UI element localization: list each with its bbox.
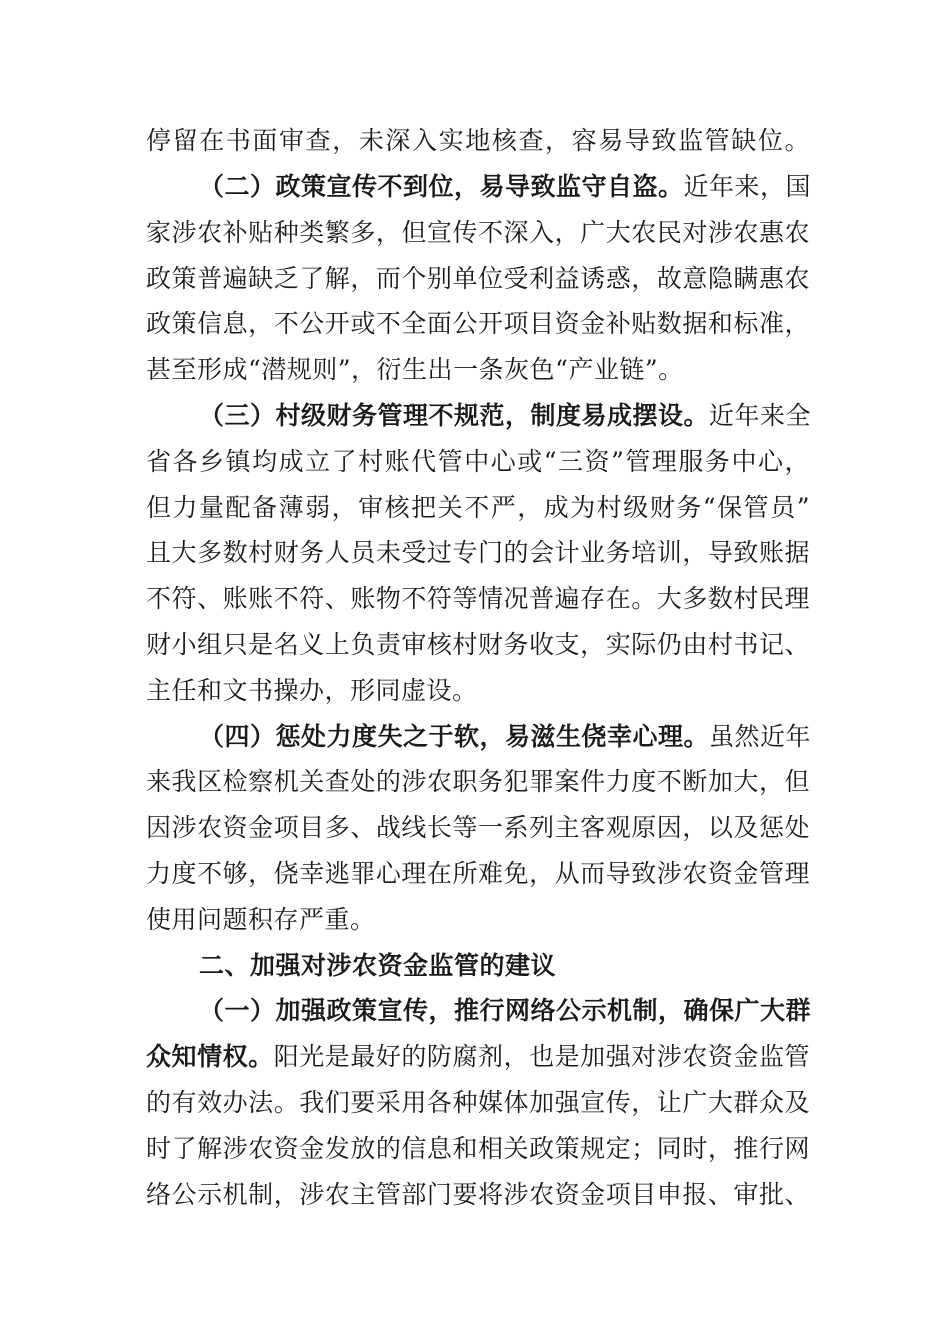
line-text: 省各乡镇均成立了村账代管中心或“三资”管理服务中心， — [146, 447, 810, 476]
line-text: 家涉农补贴种类繁多，但宣传不深入，广大农民对涉农惠农 — [146, 218, 810, 247]
line-text: 虽然近年 — [709, 722, 812, 751]
body-line — [146, 765, 810, 799]
subsection-heading: （一）加强政策宣传，推行网络公示机制，确保广大群 — [199, 996, 812, 1025]
section-heading-line — [199, 170, 810, 204]
body-line — [146, 491, 810, 525]
line-text: 主任和文书操办，形同虚设。 — [146, 676, 478, 705]
line-text: 来我区检察机关查处的涉农职务犯罪案件力度不断加大，但 — [146, 767, 810, 796]
line-text: 的有效办法。我们要采用各种媒体加强宣传，让广大群众及 — [146, 1088, 810, 1117]
line-text: 财小组只是名义上负责审核村财务收支，实际仍由村书记、 — [146, 630, 810, 659]
body-line — [146, 262, 810, 296]
body-line — [146, 628, 810, 662]
subsection-heading: （三）村级财务管理不规范，制度易成摆设。 — [199, 401, 710, 430]
body-line — [146, 857, 810, 891]
body-line — [146, 216, 810, 250]
line-text: 使用问题积存严重。 — [146, 905, 376, 934]
line-text: 近年来全 — [709, 401, 812, 430]
section-heading-line — [199, 399, 810, 433]
subsection-heading: 众知情权。 — [146, 1042, 274, 1071]
line-text: 政策普遍缺乏了解，而个别单位受利益诱惑，故意隐瞒惠农 — [146, 264, 810, 293]
line-text: 时了解涉农资金发放的信息和相关政策规定；同时，推行网 — [146, 1134, 810, 1163]
subsection-heading: （四）惩处力度失之于软，易滋生侥幸心理。 — [199, 722, 710, 751]
section-heading-line — [199, 720, 810, 754]
line-text: 近年来，国 — [683, 172, 812, 201]
line-text: 因涉农资金项目多、战线长等一系列主客观原因，以及惩处 — [146, 813, 810, 842]
line-text: 甚至形成“潜规则”，衍生出一条灰色“产业链”。 — [146, 355, 684, 384]
body-line — [146, 811, 810, 845]
body-line — [146, 536, 810, 570]
line-text: 阳光是最好的防腐剂，也是加强对涉农资金监管 — [273, 1042, 810, 1071]
body-line — [146, 1178, 810, 1212]
line-text: 停留在书面审查，未深入实地核查，容易导致监管缺位。 — [146, 126, 810, 155]
section-heading-line — [199, 994, 810, 1028]
line-text: 力度不够，侥幸逃罪心理在所难免，从而导致涉农资金管理 — [146, 859, 810, 888]
section-title: 二、加强对涉农资金监管的建议 — [199, 951, 557, 980]
body-line — [146, 1086, 810, 1120]
subsection-heading: （二）政策宣传不到位，易导致监守自盗。 — [199, 172, 684, 201]
body-line — [146, 674, 810, 708]
body-line — [146, 445, 810, 479]
line-text: 络公示机制，涉农主管部门要将涉农资金项目申报、审批、 — [146, 1180, 810, 1209]
body-line — [146, 124, 810, 158]
body-line — [146, 903, 810, 937]
body-line — [146, 353, 810, 387]
body-line — [146, 307, 810, 341]
body-line — [146, 582, 810, 616]
line-text: 且大多数村财务人员未受过专门的会计业务培训，导致账据 — [146, 538, 810, 567]
line-text: 但力量配备薄弱，审核把关不严，成为村级财务“保管员” — [146, 493, 810, 522]
line-text: 不符、账账不符、账物不符等情况普遍存在。大多数村民理 — [146, 584, 810, 613]
section-heading — [199, 949, 810, 983]
line-text: 政策信息，不公开或不全面公开项目资金补贴数据和标准， — [146, 309, 810, 338]
body-line — [146, 1132, 810, 1166]
section-heading-line — [146, 1040, 810, 1074]
